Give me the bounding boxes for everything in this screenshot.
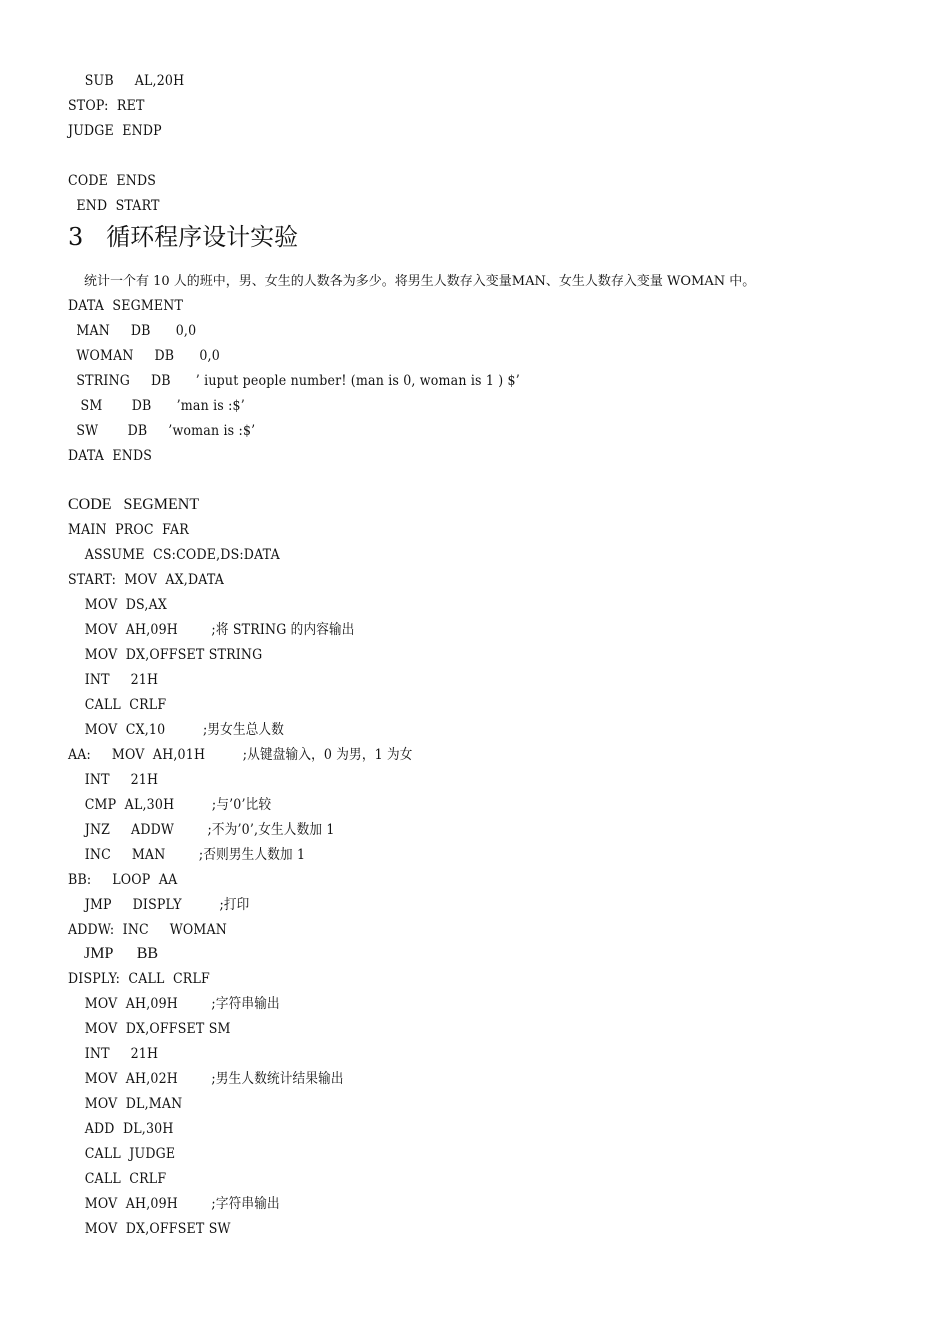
code-line: MOV DX,OFFSET STRING	[68, 647, 263, 663]
code-line: JUDGE ENDP	[68, 123, 162, 139]
section-heading: 3 循环程序设计实验	[68, 223, 299, 251]
code-line: MOV AH,09H ;将 STRING 的内容输出	[68, 622, 355, 638]
code-line: SUB AL,20H	[68, 73, 185, 89]
code-line: CALL CRLF	[68, 697, 167, 713]
code-line: MOV AH,09H ;字符串输出	[68, 1196, 280, 1212]
code-line: CODE SEGMENT	[68, 496, 200, 513]
code-line: ASSUME CS:CODE,DS:DATA	[68, 547, 280, 563]
code-line: JMP DISPLY ;打印	[68, 897, 250, 913]
code-line: CODE ENDS	[68, 173, 157, 189]
code-line: SW DB ’woman is :$’	[68, 423, 256, 439]
code-line: DATA SEGMENT	[68, 298, 184, 314]
code-line: BB: LOOP AA	[68, 872, 178, 888]
code-line: MAN DB 0,0	[68, 323, 197, 339]
code-line: DATA ENDS	[68, 448, 153, 464]
code-line: MOV DS,AX	[68, 597, 168, 613]
code-line: MOV CX,10 ;男女生总人数	[68, 722, 285, 738]
code-line: ADDW: INC WOMAN	[68, 922, 227, 938]
code-line: ADD DL,30H	[68, 1121, 174, 1137]
code-line: CMP AL,30H ;与’0’比较	[68, 797, 272, 813]
code-line: DISPLY: CALL CRLF	[68, 971, 210, 987]
code-line: MOV DX,OFFSET SW	[68, 1221, 231, 1237]
code-line: INT 21H	[68, 1046, 159, 1062]
intro-paragraph: 统计一个有 10 人的班中，男、女生的人数各为多少。将男生人数存入变量MAN、女生人数存入变量 WOMAN 中。	[84, 274, 756, 289]
code-line: START: MOV AX,DATA	[68, 572, 225, 588]
code-line: MOV DL,MAN	[68, 1096, 183, 1112]
code-line: MOV AH,09H ;字符串输出	[68, 996, 280, 1012]
code-line: INT 21H	[68, 672, 159, 688]
code-line: END START	[68, 198, 160, 214]
code-line: INT 21H	[68, 772, 159, 788]
code-line: MAIN PROC FAR	[68, 522, 189, 538]
code-line: MOV AH,02H ;男生人数统计结果输出	[68, 1071, 344, 1087]
code-line: SM DB ’man is :$’	[68, 398, 245, 414]
code-line: STOP: RET	[68, 98, 145, 114]
code-line: WOMAN DB 0,0	[68, 348, 220, 364]
code-line: CALL CRLF	[68, 1171, 167, 1187]
code-line: MOV DX,OFFSET SM	[68, 1021, 231, 1037]
code-line: JMP BB	[68, 945, 159, 962]
code-line: STRING DB ’ iuput people number! (man is 0, woman is 1 ) $’	[68, 373, 520, 389]
code-line: JNZ ADDW ;不为’0’,女生人数加 1	[68, 822, 335, 838]
code-line: AA: MOV AH,01H ;从键盘输入，0 为男，1 为女	[68, 747, 413, 763]
code-line: CALL JUDGE	[68, 1146, 176, 1162]
code-line: INC MAN ;否则男生人数加 1	[68, 847, 306, 863]
